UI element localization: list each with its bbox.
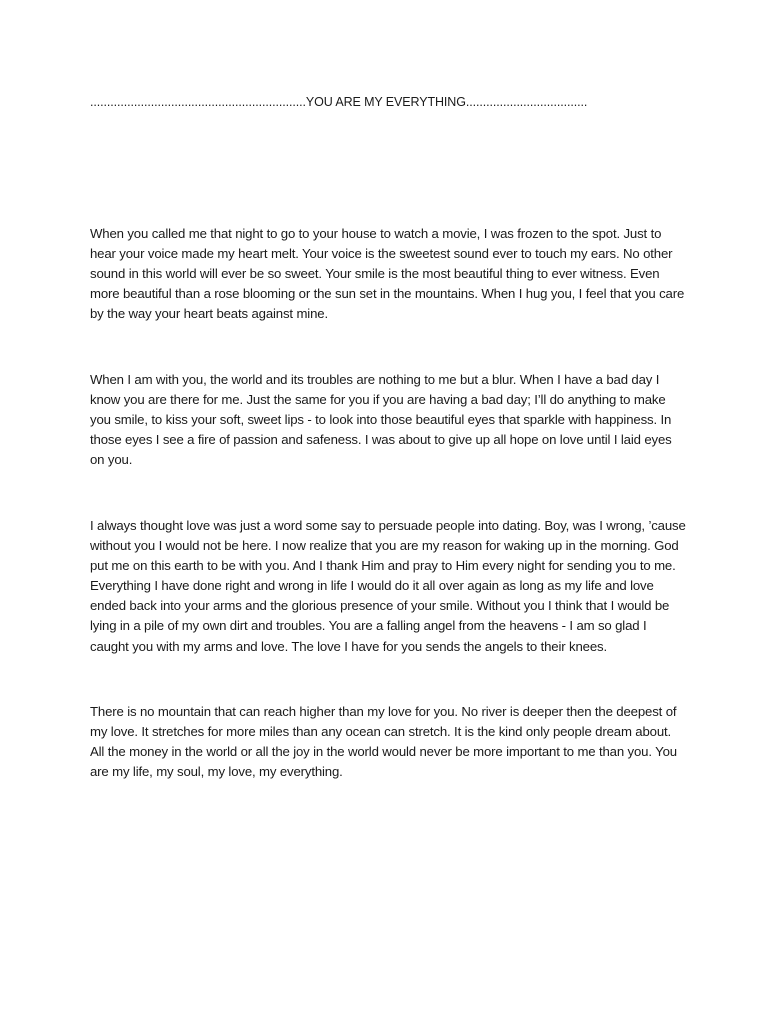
page-title: ................................................................YOU ARE MY EVERYTHING.................................... bbox=[90, 95, 588, 109]
paragraph-3: I always thought love was just a word some say to persuade people into dating. Boy, was I wrong, ’cause without you I would not be here. I now realize that you are my reason for waking up in the morning. God put me on this earth to be with you. And I thank Him and pray to Him every night for sending you to me. Everything I have done right and wrong in life I would do it all over again as long as my life and love ended back into your arms and the glorious presence of your smile. Without you I think that I would be lying in a pile of my own dirt and troubles. You are a falling angel from the heavens - I am so glad I caught you with my arms and love. The love I have for you sends the angels to their knees. bbox=[90, 518, 686, 654]
paragraph-2: When I am with you, the world and its troubles are nothing to me but a blur. When I have a bad day I know you are there for me. Just the same for you if you are having a bad day; I’ll do anything to make you smile, to kiss your soft, sweet lips - to look into those beautiful eyes that sparkle with happiness. In those eyes I see a fire of passion and safeness. I was about to give up all hope on love until I laid eyes on you. bbox=[90, 372, 672, 468]
paragraph-1: When you called me that night to go to your house to watch a movie, I was frozen to the spot. Just to hear your voice made my heart melt. Your voice is the sweetest sound ever to touch my ears. No other sound in this world will ever be so sweet. Your smile is the most beautiful thing to ever witness. Even more beautiful than a rose blooming or the sun set in the mountains. When I hug you, I feel that you care by the way your heart beats against mine. bbox=[90, 226, 685, 322]
paragraph-4: There is no mountain that can reach higher than my love for you. No river is deeper then the deepest of my love. It stretches for more miles than any ocean can stretch. It is the kind only people dream about. All the money in the world or all the joy in the world would never be more important to me than you. You are my life, my soul, my love, my everything. bbox=[90, 704, 677, 780]
